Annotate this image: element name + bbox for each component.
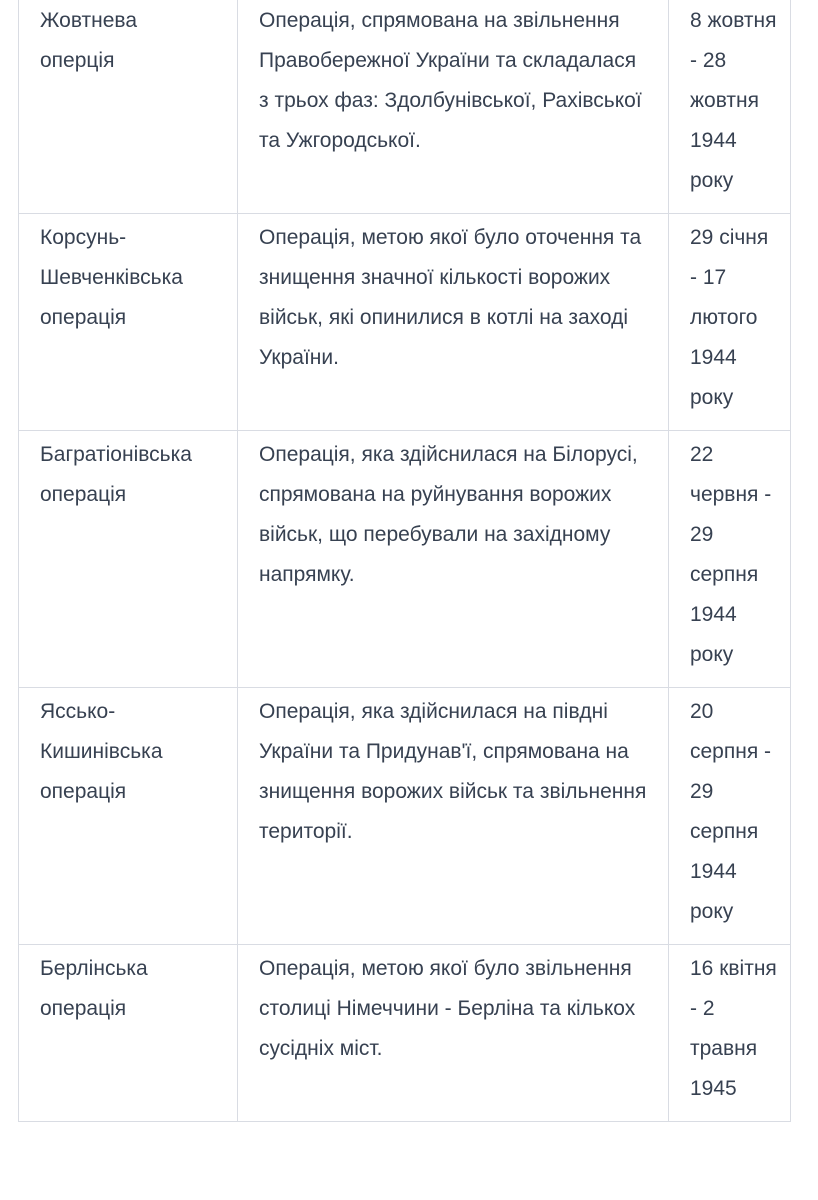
operations-table <box>18 0 791 1122</box>
operation-name-cell: Багратіонівська операція <box>19 431 238 688</box>
table-row <box>19 688 791 945</box>
operation-name-cell: Корсунь-Шевченківська операція <box>19 214 238 431</box>
operation-description-cell: Операція, метою якої було звільнення столиці Німеччини - Берліна та кількох сусідніх міст. <box>238 945 669 1122</box>
operation-name-cell: Берлінська операція <box>19 945 238 1122</box>
operation-name-cell: Жовтнева оперція <box>19 0 238 214</box>
table-row <box>19 945 791 1122</box>
operation-date-cell: 8 жовтня - 28 жовтня 1944 року <box>669 0 791 214</box>
operation-date-cell: 29 січня - 17 лютого 1944 року <box>669 214 791 431</box>
operation-name-cell: Яссько-Кишинівська операція <box>19 688 238 945</box>
operations-table-container <box>18 0 790 1122</box>
operation-description-cell: Операція, метою якої було оточення та знищення значної кількості ворожих військ, які опинилися в котлі на заході України. <box>238 214 669 431</box>
table-row <box>19 0 791 214</box>
operation-description-cell: Операція, спрямована на звільнення Правобережної України та складалася з трьох фаз: Здолбунівської, Рахівської та Ужгородської. <box>238 0 669 214</box>
operation-date-cell: 20 серпня - 29 серпня 1944 року <box>669 688 791 945</box>
operation-date-cell: 16 квітня - 2 травня 1945 <box>669 945 791 1122</box>
table-row <box>19 431 791 688</box>
table-row <box>19 214 791 431</box>
operation-description-cell: Операція, яка здійснилася на Білорусі, спрямована на руйнування ворожих військ, що перебували на західному напрямку. <box>238 431 669 688</box>
operation-description-cell: Операція, яка здійснилася на півдні України та Придунав'ї, спрямована на знищення ворожих військ та звільнення території. <box>238 688 669 945</box>
operation-date-cell: 22 червня - 29 серпня 1944 року <box>669 431 791 688</box>
